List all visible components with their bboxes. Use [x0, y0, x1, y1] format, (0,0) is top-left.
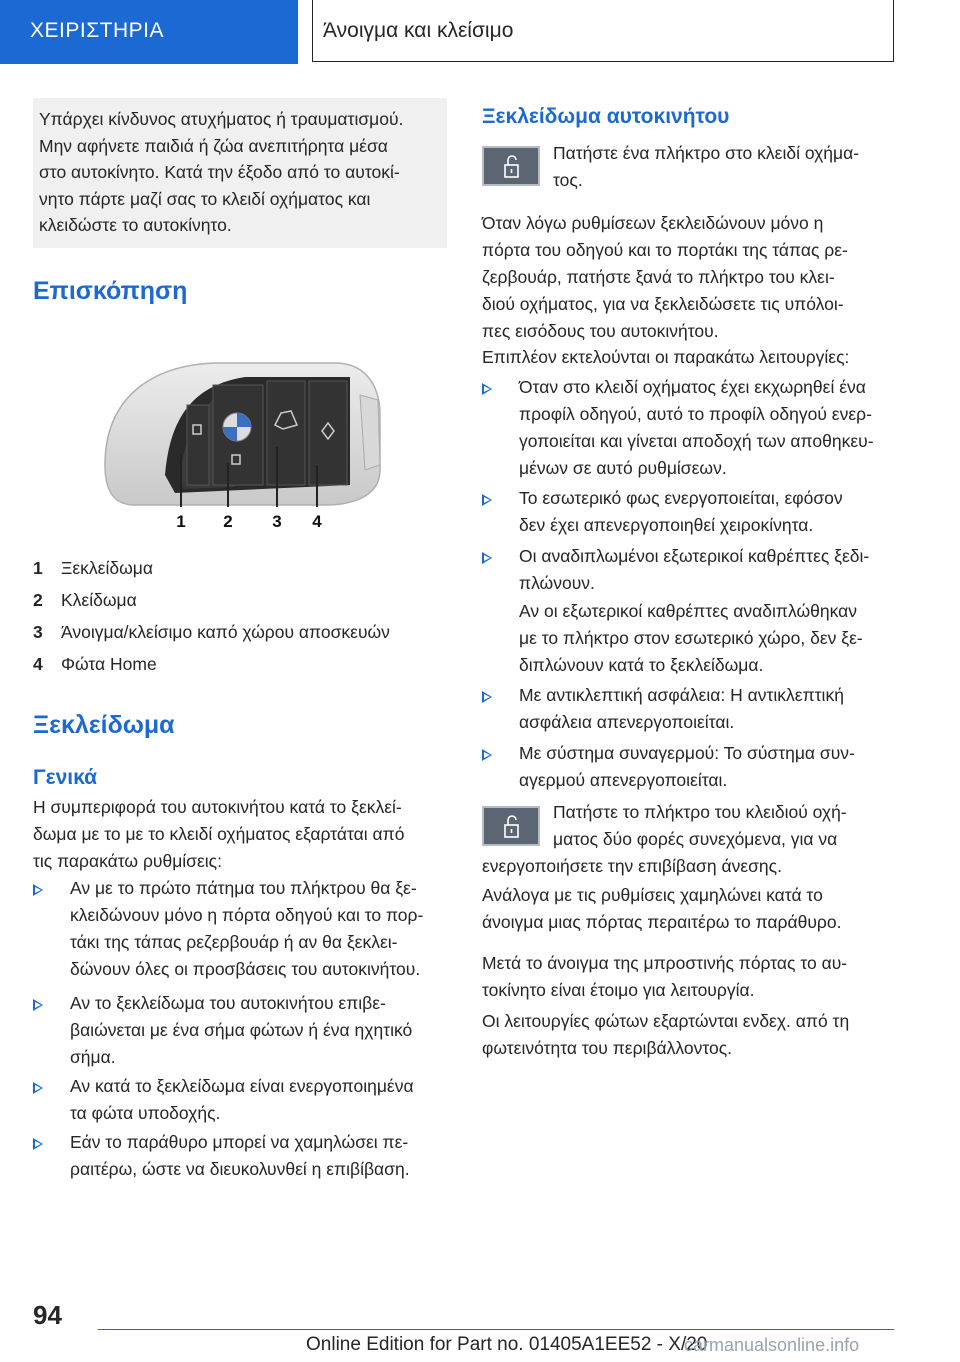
unlock-button-icon	[482, 146, 540, 186]
vehicle-unlock-step2a: Πατήστε το πλήκτρο του κλειδιού οχή- ματος δύο φορές συνεχόμενα, για να	[553, 802, 847, 849]
bullet-triangle-icon	[482, 552, 492, 564]
callout-3: 3	[272, 512, 282, 531]
general-heading: Γενικά	[33, 766, 98, 789]
unlocking-heading: Ξεκλείδωμα	[33, 711, 175, 739]
chapter-header	[312, 0, 894, 62]
bullet-triangle-icon	[33, 1138, 43, 1150]
vehicle-unlock-para2: Επιπλέον εκτελούνται οι παρακάτω λειτουργίες:	[482, 347, 850, 367]
footer-divider	[98, 1329, 894, 1330]
callout-1: 1	[176, 512, 186, 531]
warning-line: Μην αφήνετε παιδιά ή ζώα ανεπιτήρητα μέσα	[39, 135, 388, 156]
vehicle-unlock-para4: Μετά το άνοιγμα της μπροστινής πόρτας το αυ- τοκίνητο είναι έτοιμο για λειτουργία.	[482, 953, 848, 1000]
key-fob-illustration	[95, 355, 390, 540]
warning-line: Υπάρχει κίνδυνος ατυχήματος ή τραυματισμού.	[39, 109, 404, 129]
section-tab	[0, 0, 298, 64]
vehicle-unlock-para3: Ανάλογα με τις ρυθμίσεις χαμηλώνει κατά το άνοιγμα μιας πόρτας περαιτέρω το παράθυρο.	[482, 885, 842, 932]
chapter-title: Άνοιγμα και κλείσιμο	[323, 19, 514, 42]
callout-legend	[33, 552, 390, 680]
mirror-note: Αν οι εξωτερικοί καθρέπτες αναδιπλώθηκαν με το πλήκτρο στον εσωτερικό χώρο, δεν ξε- διπλώνουν κατά το ξεκλείδωμα.	[519, 601, 863, 675]
warning-line: στο αυτοκίνητο. Κατά την έξοδο από το αυτοκί-	[39, 162, 400, 182]
section-title: ΧΕΙΡΙΣΤΗΡΙΑ	[30, 19, 165, 42]
overview-heading: Επισκόπηση	[33, 277, 188, 305]
general-intro: Η συμπεριφορά του αυτοκινήτου κατά το ξεκλεί- δωμα με το με το κλειδί οχήματος εξαρτάται από τις παρακάτω ρυθμίσεις:	[33, 797, 405, 871]
legend-item: 3 Άνοιγμα/κλείσιμο καπό χώρου αποσκευών	[33, 621, 390, 642]
callout-4: 4	[312, 512, 322, 531]
bullet-triangle-icon	[482, 691, 492, 703]
bullet-triangle-icon	[482, 749, 492, 761]
legend-item: 4 Φώτα Home	[33, 653, 157, 674]
legend-item: 2 Κλείδωμα	[33, 589, 137, 610]
footer-edition: Online Edition for Part no. 01405A1EE52 - X/20	[306, 1334, 708, 1355]
vehicle-unlock-para5: Οι λειτουργίες φώτων εξαρτώνται ενδεχ. από τη φωτεινότητα του περιβάλλοντος.	[482, 1011, 850, 1058]
bullet-triangle-icon	[482, 494, 492, 506]
bullet-triangle-icon	[33, 884, 43, 896]
vehicle-unlock-heading: Ξεκλείδωμα αυτοκινήτου	[482, 105, 730, 128]
watermark: carmanualsonline.info	[684, 1335, 860, 1355]
unlock-button-icon	[482, 806, 540, 846]
bullet-triangle-icon	[482, 383, 492, 395]
bullet-triangle-icon	[33, 999, 43, 1011]
vehicle-unlock-step1: Πατήστε ένα πλήκτρο στο κλειδί οχήμα- τος.	[553, 143, 860, 190]
legend-item: 1 Ξεκλείδωμα	[33, 557, 153, 578]
warning-line: νητο πάρτε μαζί σας το κλειδί οχήματος και	[39, 188, 371, 209]
key-button-4	[309, 381, 347, 485]
bullet-triangle-icon	[33, 1082, 43, 1094]
key-button-3	[267, 381, 305, 485]
warning-box	[33, 98, 447, 248]
page-number: 94	[33, 1300, 62, 1330]
callout-2: 2	[223, 512, 233, 531]
key-button-1	[187, 405, 209, 485]
warning-line: κλειδώστε το αυτοκίνητο.	[39, 215, 232, 235]
vehicle-unlock-step2b: ενεργοποιήσετε την επιβίβαση άνεσης.	[482, 856, 782, 876]
vehicle-unlock-para1: Όταν λόγω ρυθμίσεων ξεκλειδώνουν μόνο η πόρτα του οδηγού και το πορτάκι της τάπας ρε- ζερβουάρ, πατήστε ξανά το πλήκτρο του κλει- διού οχήματος, για να ξεκλειδώσετε τις υπόλοι- πες εισόδους του αυτοκινήτου.	[482, 213, 848, 341]
